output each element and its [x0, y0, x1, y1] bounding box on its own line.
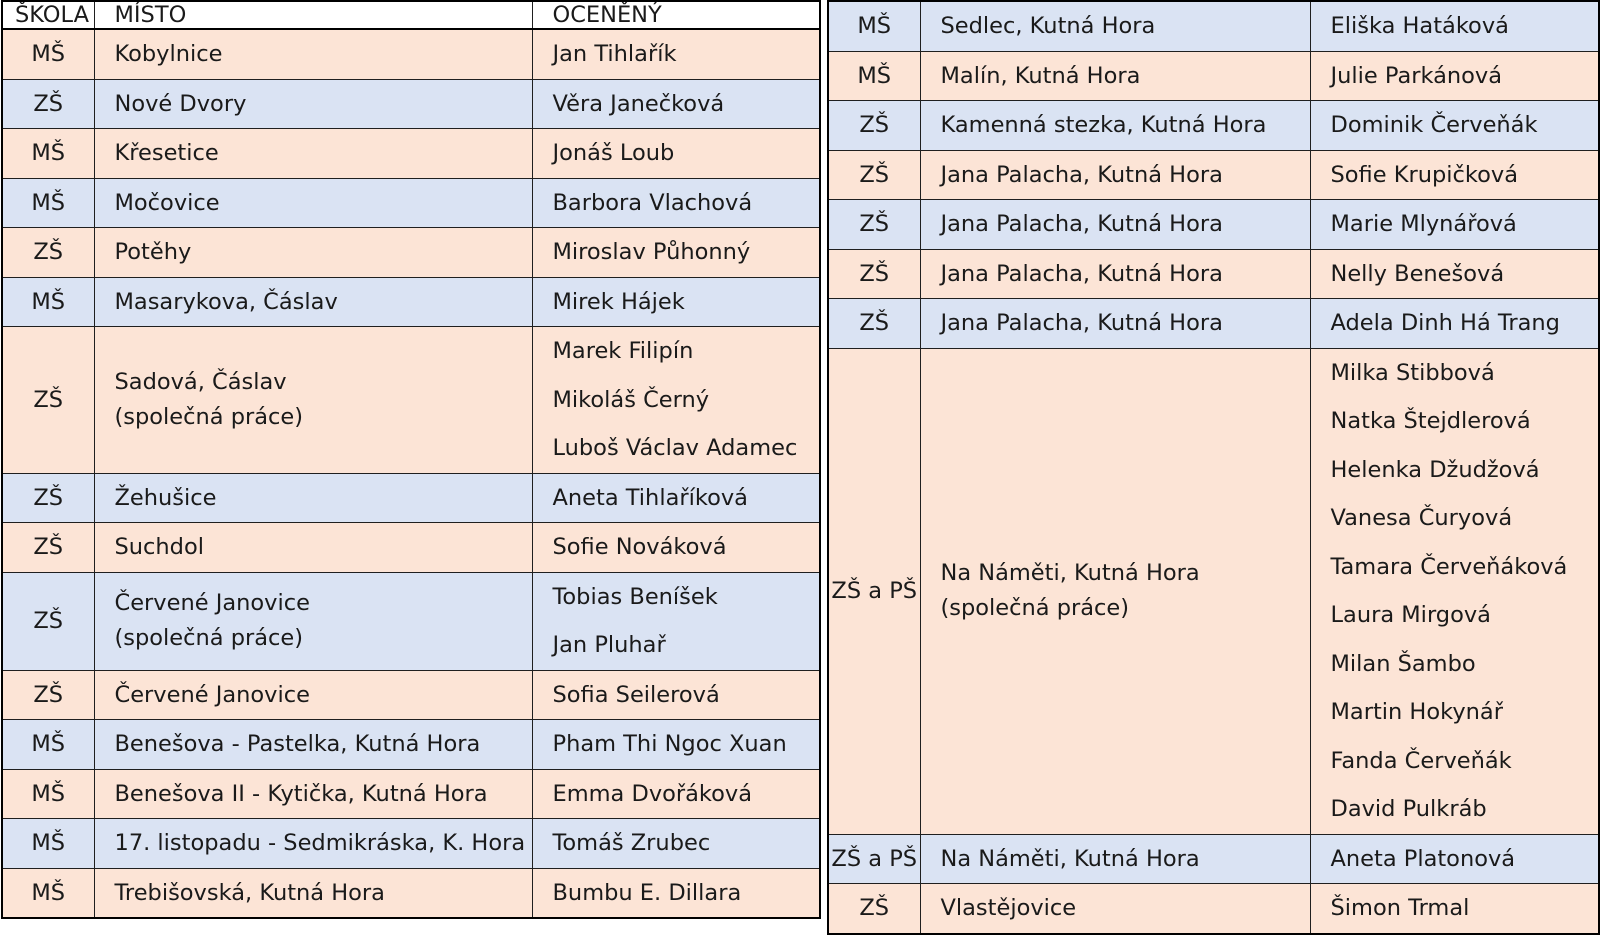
- location-text: Křesetice: [114, 140, 219, 166]
- school-type: MŠ: [31, 189, 66, 216]
- location-cell: [94, 327, 532, 474]
- awardee-name: Tomáš Zrubec: [552, 830, 711, 856]
- awardee-cell: [532, 523, 820, 573]
- school-type: ZŠ: [33, 484, 64, 511]
- school-type-cell: [2, 327, 94, 474]
- awardee-cell: [532, 769, 820, 819]
- location-text: Kamenná stezka, Kutná Hora: [940, 112, 1267, 138]
- awardee-cell: [532, 868, 820, 918]
- location-cell: [94, 178, 532, 228]
- awardee-name: Šimon Trmal: [1330, 895, 1470, 921]
- awardee-name: Věra Janečková: [552, 90, 725, 117]
- table-row: [828, 249, 1599, 299]
- location-cell: [94, 523, 532, 573]
- awardee-cell: [1310, 884, 1599, 934]
- school-type: ZŠ a PŠ: [831, 845, 918, 872]
- school-type: MŠ: [31, 731, 66, 758]
- table-row: [2, 720, 820, 770]
- awardee-cell: [532, 29, 820, 79]
- school-type-cell: [2, 277, 94, 327]
- awardee-name: Pham Thi Ngoc Xuan: [552, 731, 787, 757]
- awardee-name: Nelly Benešová: [1330, 260, 1505, 287]
- school-type: ZŠ: [33, 534, 64, 561]
- location-text: Červené Janovice: [114, 681, 310, 708]
- school-type-cell: [2, 720, 94, 770]
- awardee-cell: [532, 79, 820, 129]
- school-type-cell: [828, 51, 920, 101]
- school-type: ZŠ: [859, 161, 890, 188]
- awardee-cell: [532, 277, 820, 327]
- school-type: MŠ: [31, 41, 66, 68]
- awardee-name: Eliška Hatáková: [1330, 13, 1509, 39]
- school-type: ZŠ: [859, 112, 890, 139]
- awardee-name: Sofie Nováková: [552, 534, 727, 560]
- awardee-name: Marie Mlynářová: [1330, 211, 1517, 237]
- awardee-name: Jan Tihlařík: [552, 41, 677, 67]
- school-type-cell: [828, 299, 920, 349]
- table-row: [828, 834, 1599, 884]
- header-row: [2, 1, 820, 29]
- awardee-cell: [532, 473, 820, 523]
- school-type: ZŠ: [859, 260, 890, 287]
- school-type: ZŠ: [33, 681, 64, 708]
- awardee-cell: [532, 670, 820, 720]
- table-row: [828, 51, 1599, 101]
- header-oceneny: OCENĚNÝ: [532, 1, 820, 29]
- school-type: MŠ: [31, 780, 66, 807]
- location-cell: [920, 249, 1310, 299]
- location-cell: [94, 572, 532, 670]
- school-type: ZŠ: [33, 608, 64, 634]
- awardee-name: Jonáš Loub: [552, 140, 675, 166]
- school-type-cell: [2, 819, 94, 869]
- location-cell: [920, 884, 1310, 934]
- location-text: 17. listopadu - Sedmikráska, K. Hora: [114, 830, 526, 856]
- school-type: ZŠ a PŠ: [831, 578, 918, 604]
- school-type: ZŠ: [859, 895, 890, 922]
- awardee-name: Dominik Červeňák: [1330, 112, 1538, 138]
- awardee-cell: [532, 327, 820, 474]
- school-type: MŠ: [31, 140, 66, 167]
- school-type-cell: [2, 228, 94, 278]
- location-cell: [94, 277, 532, 327]
- table-row: [2, 228, 820, 278]
- table-row: [2, 523, 820, 573]
- location-cell: [920, 834, 1310, 884]
- table-row: [2, 277, 820, 327]
- location-text: Močovice: [114, 189, 220, 216]
- table-row: [2, 327, 820, 474]
- location-cell: [94, 473, 532, 523]
- header-skola: ŠKOLA: [2, 1, 94, 29]
- table-row: [2, 29, 820, 79]
- location-text: Potěhy: [114, 239, 192, 265]
- school-type-cell: [2, 670, 94, 720]
- location-text: Sadová, Čáslav: [114, 368, 287, 395]
- table-row: [2, 473, 820, 523]
- awardee-name: Barbora Vlachová: [552, 189, 753, 216]
- table-row: [2, 868, 820, 918]
- awardee-name: Adela Dinh Há Trang: [1330, 310, 1560, 336]
- table-row: [828, 150, 1599, 200]
- awardee-name: Mirek Hájek: [552, 288, 685, 315]
- school-type-cell: [2, 79, 94, 129]
- header-misto: MÍSTO: [94, 1, 532, 29]
- awardee-name: Emma Dvořáková: [552, 780, 753, 807]
- awardee-name: Natka Štejdlerová: [1330, 408, 1531, 434]
- school-type-cell: [828, 249, 920, 299]
- awardee-cell: [1310, 150, 1599, 200]
- school-type: MŠ: [31, 288, 66, 315]
- table-row: [2, 670, 820, 720]
- table-row: [2, 769, 820, 819]
- awardee-name: Julie Parkánová: [1330, 62, 1503, 89]
- school-type-cell: [828, 348, 920, 834]
- school-type-cell: [828, 200, 920, 250]
- location-text: Vlastějovice: [940, 895, 1077, 921]
- location-cell: [94, 29, 532, 79]
- school-type: MŠ: [857, 62, 892, 89]
- awards-table-left: [1, 0, 821, 919]
- location-text: Na Náměti, Kutná Hora: [940, 845, 1200, 872]
- school-type: ZŠ: [33, 90, 64, 117]
- location-text: (společná práce): [940, 595, 1130, 621]
- location-text: Kobylnice: [114, 41, 223, 67]
- location-text: Malín, Kutná Hora: [940, 62, 1141, 89]
- school-type: MŠ: [31, 830, 66, 857]
- location-cell: [920, 150, 1310, 200]
- awardee-cell: [532, 819, 820, 869]
- location-cell: [94, 79, 532, 129]
- school-type-cell: [2, 129, 94, 179]
- school-type-cell: [2, 178, 94, 228]
- school-type-cell: [2, 29, 94, 79]
- location-text: Benešova II - Kytička, Kutná Hora: [114, 780, 488, 807]
- awardee-cell: [532, 228, 820, 278]
- location-text: Červené Janovice: [114, 590, 310, 616]
- school-type-cell: [828, 834, 920, 884]
- location-text: Benešova - Pastelka, Kutná Hora: [114, 731, 481, 757]
- location-text: Suchdol: [114, 534, 204, 560]
- awardee-name: Milka Stibbová: [1330, 359, 1495, 386]
- awardee-name: Miroslav Půhonný: [552, 239, 751, 265]
- awardee-name: Helenka Džudžová: [1330, 456, 1540, 483]
- location-text: Jana Palacha, Kutná Hora: [940, 161, 1223, 188]
- awardee-cell: [1310, 834, 1599, 884]
- awardee-cell: [1310, 249, 1599, 299]
- school-type: ZŠ: [33, 386, 64, 413]
- awardee-name: Sofia Seilerová: [552, 681, 720, 708]
- school-type-cell: [2, 473, 94, 523]
- awardee-cell: [532, 572, 820, 670]
- awardee-name: Marek Filipín: [552, 338, 694, 364]
- awardee-cell: [532, 178, 820, 228]
- location-text: Na Náměti, Kutná Hora: [940, 560, 1200, 586]
- school-type: ZŠ: [859, 211, 890, 238]
- location-cell: [920, 51, 1310, 101]
- school-type: ZŠ: [33, 239, 64, 266]
- location-cell: [94, 129, 532, 179]
- location-cell: [94, 769, 532, 819]
- awardee-cell: [532, 720, 820, 770]
- table-row: [2, 178, 820, 228]
- table-row: [2, 79, 820, 129]
- location-text: Jana Palacha, Kutná Hora: [940, 211, 1223, 237]
- awardee-name: Luboš Václav Adamec: [552, 435, 798, 461]
- awardee-cell: [1310, 1, 1599, 51]
- location-text: (společná práce): [114, 625, 304, 651]
- location-cell: [920, 101, 1310, 151]
- location-text: Trebišovská, Kutná Hora: [114, 879, 385, 906]
- location-cell: [94, 228, 532, 278]
- location-text: Žehušice: [114, 484, 217, 511]
- awardee-name: Bumbu E. Dillara: [552, 879, 742, 906]
- awards-table-right: [827, 0, 1600, 935]
- table-row: [2, 572, 820, 670]
- school-type: ZŠ: [859, 310, 890, 337]
- location-cell: [920, 299, 1310, 349]
- school-type-cell: [2, 523, 94, 573]
- awardee-cell: [1310, 348, 1599, 834]
- awardee-name: Milan Šambo: [1330, 650, 1476, 677]
- awardee-name: Tamara Červeňáková: [1330, 553, 1568, 580]
- awardee-name: Sofie Krupičková: [1330, 161, 1518, 188]
- location-cell: [94, 670, 532, 720]
- location-text: Sedlec, Kutná Hora: [940, 13, 1156, 39]
- awardee-name: Vanesa Čuryová: [1330, 505, 1513, 531]
- location-text: Jana Palacha, Kutná Hora: [940, 310, 1223, 336]
- school-type-cell: [2, 572, 94, 670]
- table-row: [828, 348, 1599, 834]
- school-type-cell: [828, 101, 920, 151]
- table-row: [2, 129, 820, 179]
- location-cell: [920, 200, 1310, 250]
- school-type: MŠ: [857, 13, 892, 40]
- awardee-name: Aneta Tihlaříková: [552, 484, 748, 511]
- location-text: Jana Palacha, Kutná Hora: [940, 260, 1223, 287]
- location-text: Nové Dvory: [114, 90, 247, 117]
- awardee-cell: [532, 129, 820, 179]
- school-type: MŠ: [31, 879, 66, 906]
- awardee-name: Tobias Beníšek: [552, 583, 718, 610]
- awardee-name: Jan Pluhař: [552, 632, 666, 658]
- school-type-cell: [828, 150, 920, 200]
- school-type-cell: [2, 868, 94, 918]
- school-type-cell: [2, 769, 94, 819]
- location-cell: [920, 1, 1310, 51]
- location-cell: [94, 819, 532, 869]
- awardee-cell: [1310, 299, 1599, 349]
- school-type-cell: [828, 884, 920, 934]
- awardee-name: Mikoláš Černý: [552, 386, 710, 413]
- awardee-name: Fanda Červeňák: [1330, 747, 1512, 774]
- table-row: [828, 299, 1599, 349]
- location-cell: [94, 868, 532, 918]
- awardee-cell: [1310, 51, 1599, 101]
- school-type-cell: [828, 1, 920, 51]
- awardee-cell: [1310, 200, 1599, 250]
- table-row: [828, 1, 1599, 51]
- table-row: [828, 101, 1599, 151]
- awardee-name: Martin Hokynář: [1330, 699, 1503, 725]
- awardee-name: Laura Mirgová: [1330, 602, 1491, 628]
- awardee-cell: [1310, 101, 1599, 151]
- table-row: [828, 884, 1599, 934]
- table-row: [828, 200, 1599, 250]
- table-row: [2, 819, 820, 869]
- location-text: Masarykova, Čáslav: [114, 288, 338, 315]
- awardee-name: Aneta Platonová: [1330, 845, 1516, 872]
- awardee-name: David Pulkráb: [1330, 796, 1487, 822]
- location-cell: [94, 720, 532, 770]
- location-cell: [920, 348, 1310, 834]
- location-text: (společná práce): [114, 403, 304, 430]
